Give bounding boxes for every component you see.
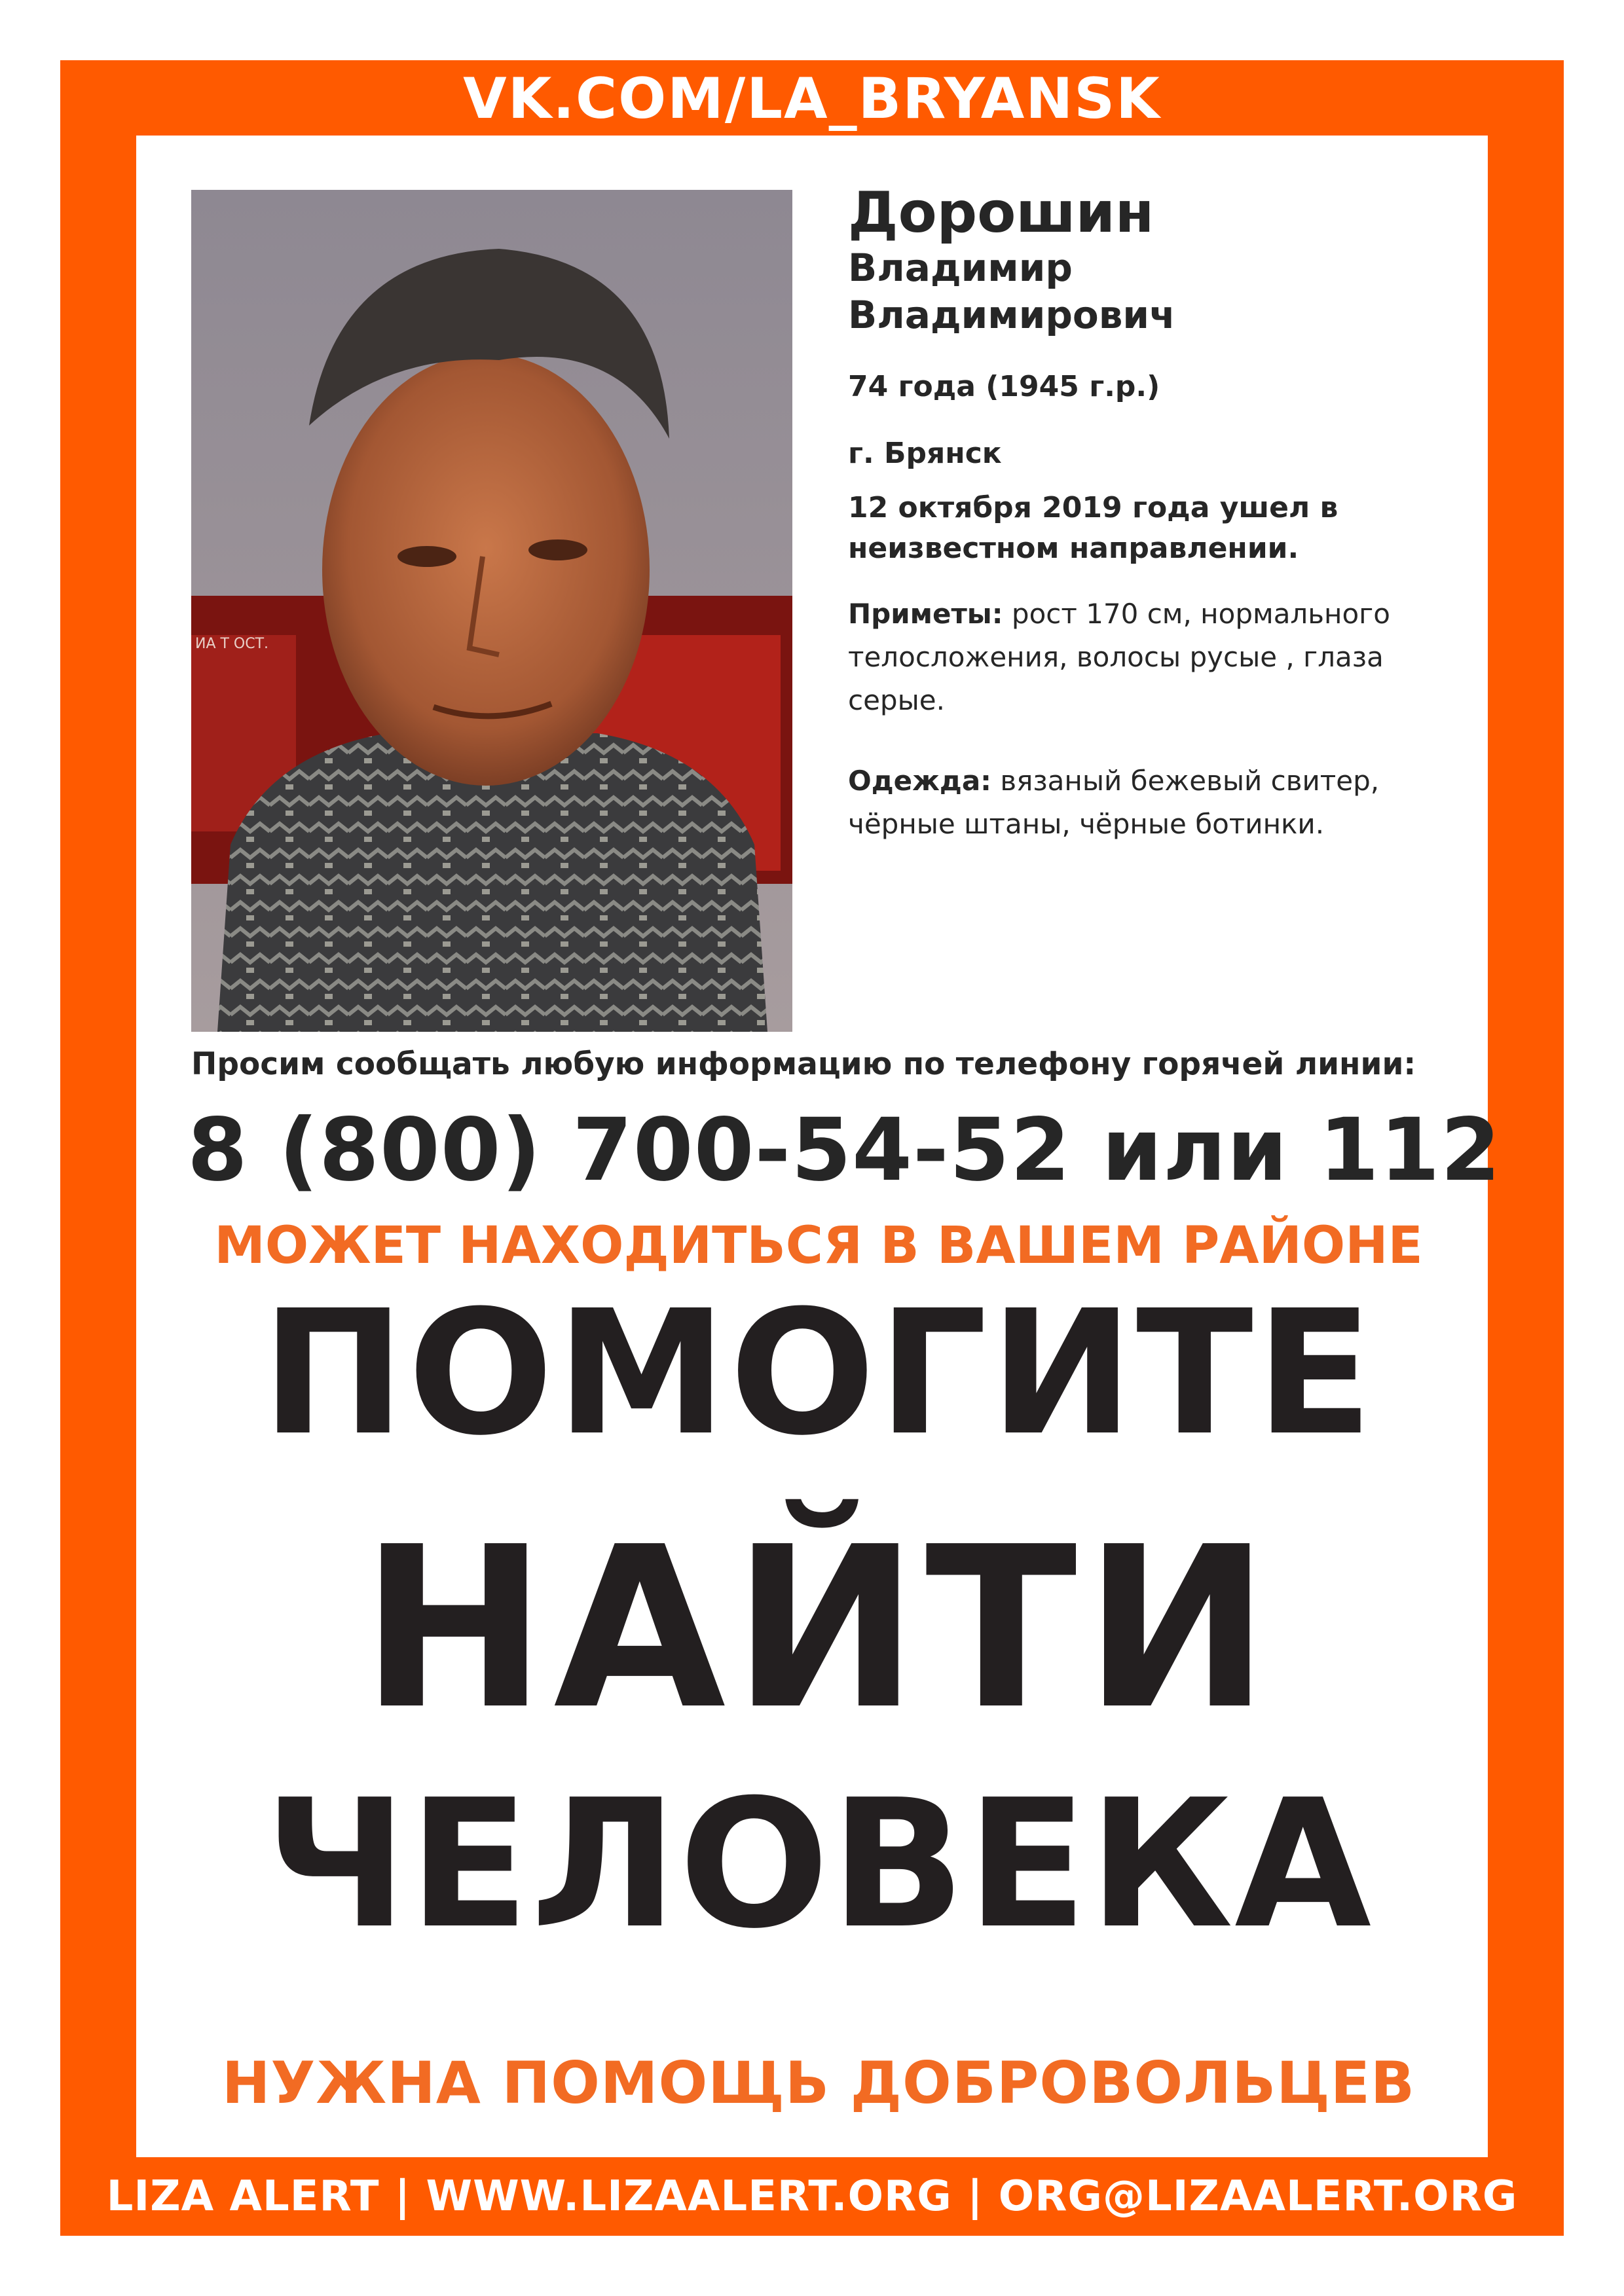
hotline-phone: 8 (800) 700-54-52 или 112: [187, 1100, 1502, 1201]
clothes-label: Одежда:: [848, 765, 991, 797]
person-clothes: [848, 759, 1477, 846]
photo-background-caption: ИА Т ОСТ.: [195, 636, 269, 652]
hotline-request: Просим сообщать любую информацию по телефону горячей линии:: [191, 1046, 1416, 1082]
person-event: 12 октября 2019 года ушел в неизвестном направлении.: [848, 491, 1338, 565]
signs-text: рост 170 см, нормального телосложения, волосы русые , глаза серые.: [848, 598, 1390, 716]
person-surname: Дорошин: [848, 180, 1154, 246]
headline-person: ЧЕЛОВЕКА: [264, 1761, 1373, 1967]
person-patronymic: Владимирович: [848, 293, 1175, 337]
person-city: г. Брянск: [848, 437, 1002, 470]
volunteers-needed: НУЖНА ПОМОЩЬ ДОБРОВОЛЬЦЕВ: [221, 2049, 1416, 2117]
clothes-text: вязаный бежевый свитер, чёрные штаны, чёрные ботинки.: [848, 765, 1380, 840]
person-age: 74 года (1945 г.р.): [848, 370, 1160, 403]
footer-contacts: LIZA ALERT | WWW.LIZAALERT.ORG | ORG@LIZAALERT.ORG: [106, 2172, 1518, 2221]
headline-find: НАЙТИ: [360, 1499, 1277, 1758]
headline-help: ПОМОГИТЕ: [261, 1273, 1376, 1473]
header-url: VK.COM/LA_BRYANSK: [463, 66, 1161, 132]
area-notice: МОЖЕТ НАХОДИТЬСЯ В ВАШЕМ РАЙОНЕ: [214, 1216, 1423, 1275]
person-signs: [848, 592, 1477, 722]
person-name: Владимир: [848, 246, 1073, 290]
missing-person-photo: [191, 190, 792, 1032]
signs-label: Приметы:: [848, 598, 1003, 630]
